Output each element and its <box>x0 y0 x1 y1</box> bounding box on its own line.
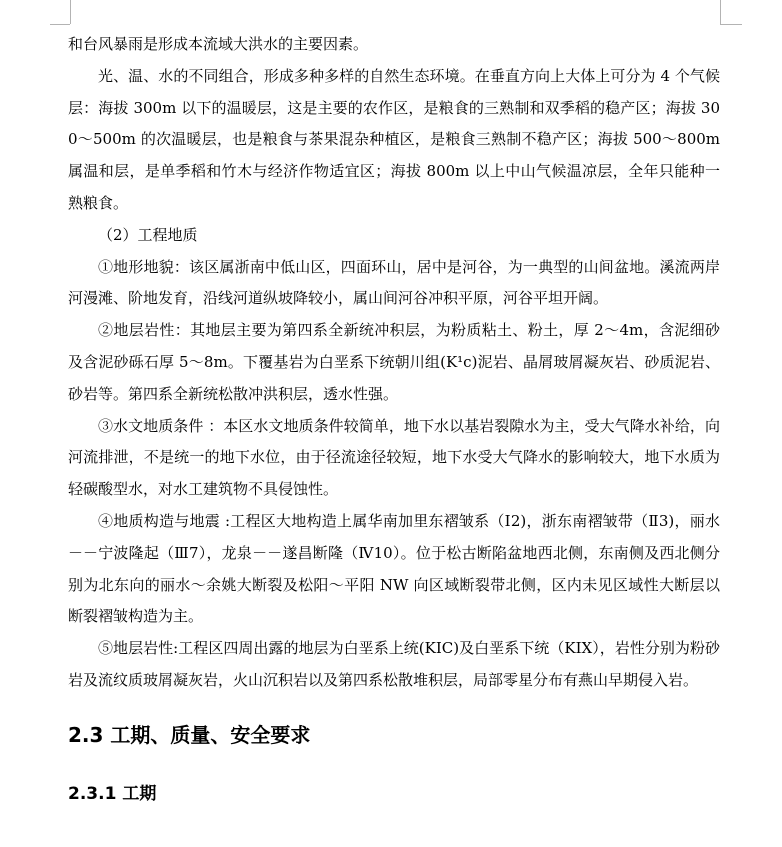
paragraph-hydrogeology: ③水文地质条件 ：本区水文地质条件较简单，地下水以基岩裂隙水为主，受大气降水补给，向河流排泄，不是统一的地下水位，由于径流途径较短，地下水受大气降水的影响较大，地下水质为轻碳酸型水，对水工建筑物不具侵蚀性。 <box>68 416 720 499</box>
paragraph-landform: ①地形地貌：该区属浙南中低山区，四面环山，居中是河谷，为一典型的山间盆地。溪流两岸河漫滩、阶地发育，沿线河道纵坡降较小，属山间河谷冲积平原，河谷平坦开阔。 <box>68 257 720 308</box>
page-corner-mark-top-right <box>720 0 721 24</box>
page-corner-mark-top-left-horizontal <box>50 24 70 25</box>
paragraph-climate-layers: 光、温、水的不同组合，形成多种多样的自然生态环境。在垂直方向上大体上可分为 4 个气候层：海拔 300m 以下的温暖层，这是主要的农作区，是粮食的三熟制和双季稻的稳产区；海拔 300～500m 的次温暖层，也是粮食与茶果混杂种植区，是粮食三熟制不稳产区；海拔 500～800m 属温和层，是单季稻和竹木与经济作物适宜区；海拔 800m 以上中山气候温凉层，全年只能种一熟粮食。 <box>68 66 720 212</box>
page-corner-mark-top-right-horizontal <box>720 24 742 25</box>
subheading-engineering-geology: （2）工程地质 <box>98 225 198 244</box>
paragraph-flood-factors: 和台风暴雨是形成本流域大洪水的主要因素。 <box>68 35 369 53</box>
paragraph-stratum-lithology-2: ⑤地层岩性:工程区四周出露的地层为白垩系上统(KIC)及白垩系下统（KIX），岩性分别为粉砂岩及流纹质玻屑凝灰岩，火山沉积岩以及第四系松散堆积层，局部零星分布有燕山早期侵入岩。 <box>68 639 720 689</box>
page-corner-mark-top-left <box>70 0 71 24</box>
section-heading-2-3: 2.3 工期、质量、安全要求 <box>68 722 311 747</box>
document-body <box>68 29 720 808</box>
paragraph-stratum-lithology: ②地层岩性：其地层主要为第四系全新统冲积层，为粉质粘土、粉土，厚 2～4m，含泥细砂及含泥砂砾石厚 5～8m。下覆基岩为白垩系下统朝川组(K¹c)泥岩、晶屑玻屑凝灰岩、砂质泥岩、砂岩等。第四系全新统松散冲洪积层，透水性强。 <box>68 321 720 403</box>
paragraph-geologic-structure: ④地质构造与地震 :工程区大地构造上属华南加里东褶皱系（Ⅰ2)，浙东南褶皱带（Ⅱ3)，丽水－－宁波隆起（Ⅲ7），龙泉－－遂昌断隆（Ⅳ10）。位于松古断陷盆地西北侧，东南侧及西北侧分别为北东向的丽水～余姚大断裂及松阳～平阳 NW 向区域断裂带北侧，区内未见区域性大断层以断裂褶皱构造为主。 <box>68 511 720 626</box>
section-heading-2-3-1: 2.3.1 工期 <box>68 783 157 804</box>
